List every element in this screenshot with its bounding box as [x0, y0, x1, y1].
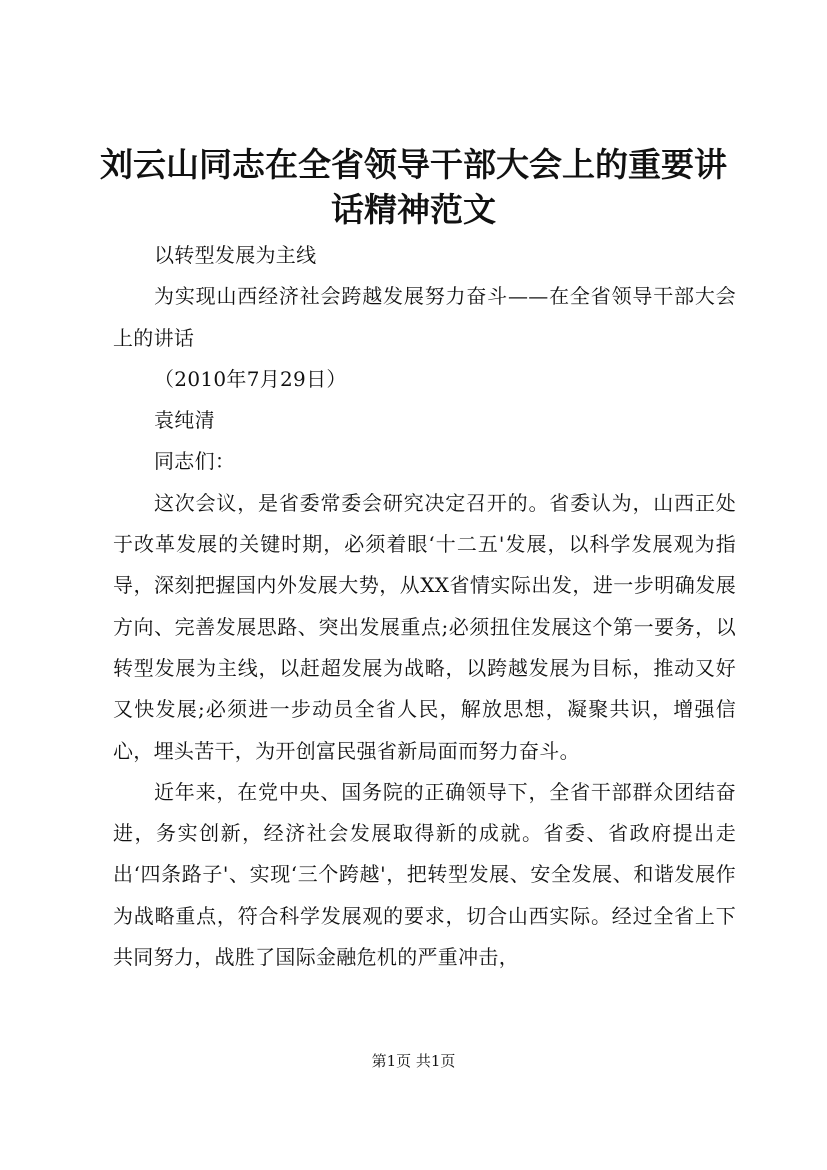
document-title: 刘云山同志在全省领导干部大会上的重要讲话精神范文 [100, 145, 727, 229]
document-body [113, 235, 736, 978]
paragraph-salutation: 同志们： [154, 449, 236, 474]
page-footer: 第1页 共1页 [371, 1052, 456, 1070]
paragraph-speaker: 袁纯清 [154, 408, 215, 433]
paragraph-speech-title: 为实现山西经济社会跨越发展努力奋斗——在全省领导干部大会上的讲话 [113, 284, 736, 350]
paragraph-body-2: 近年来，在党中央、国务院的正确领导下，全省干部群众团结奋进，务实创新，经济社会发展取得新的成就。省委、省政府提出走出‘四条路子'、实现‘三个跨越'，把转型发展、安全发展、和谐发展作为战略重点，符合科学发展观的要求，切合山西实际。经过全省上下共同努力，战胜了国际金融危机的严重冲击， [113, 779, 736, 970]
paragraph-subtitle: 以转型发展为主线 [154, 243, 317, 267]
paragraph-date: （2010年7月29日） [154, 366, 347, 391]
paragraph-body-1: 这次会议，是省委常委会研究决定召开的。省委认为，山西正处于改革发展的关键时期，必须着眼‘十二五'发展，以科学发展观为指导，深刻把握国内外发展大势，从XX省情实际出发，进一步明确发展方向、完善发展思路、突出发展重点;必须扭住发展这个第一要务，以转型发展为主线，以赶超发展为战略，以跨越发展为目标，推动又好又快发展;必须进一步动员全省人民，解放思想，凝聚共识，增强信心，埋头苦干，为开创富民强省新局面而努力奋斗。 [113, 490, 736, 763]
